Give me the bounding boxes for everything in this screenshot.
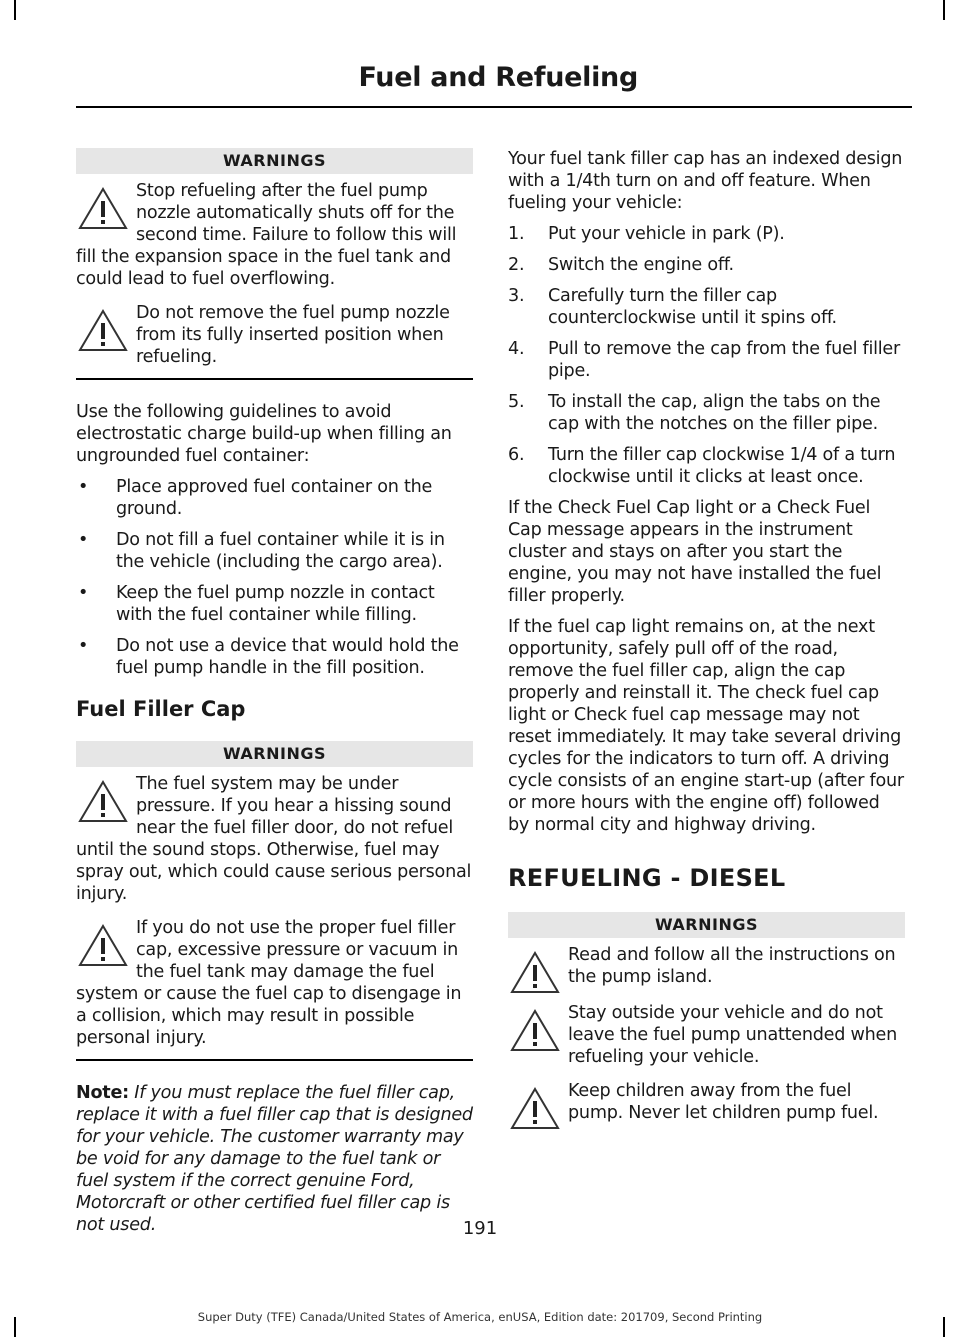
- paragraph: If the fuel cap light remains on, at the next opportunity, safely pull off of the road, remove the fuel filler cap, align the cap properly and reinstall it. The check fuel cap light or Check fuel cap message may not reset immediately. It may take several driving cycles for the indicators to turn off. A driving cycle consists of an engine start-up (after four or more hours with the engine off) followed by normal city and highway driving.: [508, 617, 904, 835]
- warning-item: [76, 180, 473, 290]
- warning-item: [76, 773, 473, 905]
- section-heading: REFUELING - DIESEL: [508, 864, 786, 892]
- warning-item: [508, 1080, 905, 1124]
- list-item: 6. Turn the filler cap clockwise 1/4 of a turn clockwise until it clicks at least once.: [508, 445, 896, 487]
- warning-text: The fuel system may be under pressure. If you hear a hissing sound near the fuel filler door, do not refuel until the sound stops. Otherwise, fuel may spray out, which could cause serious personal injury.: [76, 774, 472, 904]
- warning-text: Keep children away from the fuel pump. Never let children pump fuel.: [568, 1081, 879, 1123]
- warning-item: [76, 917, 473, 1049]
- page-title: Fuel and Refueling: [358, 62, 638, 93]
- list-item: • Do not use a device that would hold the fuel pump handle in the fill position.: [78, 636, 459, 678]
- warning-triangle-icon: [76, 777, 130, 831]
- note-label: Note:: [76, 1083, 129, 1103]
- warning-triangle-icon: [76, 306, 130, 360]
- page-number: 191: [462, 1218, 498, 1239]
- warning-text: Stop refueling after the fuel pump nozzle automatically shuts off for the second time. Failure to follow this will fill the expansion space in the fuel tank and could lead to fuel overflowing.: [76, 181, 457, 289]
- note-text: If you must replace the fuel filler cap, replace it with a fuel filler cap that is designed for your vehicle. The customer warranty may be void for any damage to the fuel tank or fuel system if the correct genuine Ford, Motorcraft or other certified fuel filler cap is not used.: [76, 1083, 473, 1235]
- warning-item: [508, 1002, 905, 1068]
- warning-triangle-icon: [76, 921, 130, 975]
- warning-text: Stay outside your vehicle and do not leave the fuel pump unattended when refueling your vehicle.: [568, 1003, 898, 1067]
- warning-triangle-icon: [508, 948, 562, 1002]
- warning-item: [76, 302, 473, 368]
- warnings-end-rule: [76, 368, 473, 380]
- list-item: • Place approved fuel container on the ground.: [78, 477, 433, 519]
- right-column: [508, 148, 905, 1138]
- note-paragraph: [76, 1082, 473, 1236]
- crop-mark: [14, 0, 16, 20]
- list-item: • Keep the fuel pump nozzle in contact with the fuel container while filling.: [78, 583, 435, 625]
- intro-paragraph: Your fuel tank filler cap has an indexed design with a 1/4th turn on and off feature. When fueling your vehicle:: [508, 149, 903, 213]
- left-column: [76, 148, 473, 1236]
- crop-mark: [943, 0, 945, 20]
- footer-text: Super Duty (TFE) Canada/United States of America, enUSA, Edition date: 201709, Second Printing: [197, 1310, 763, 1324]
- list-item: 2. Switch the engine off.: [508, 255, 734, 275]
- warnings-heading: WARNINGS: [76, 148, 473, 174]
- list-item: 5. To install the cap, align the tabs on the cap with the notches on the filler pipe.: [508, 392, 881, 434]
- warning-triangle-icon: [76, 184, 130, 238]
- guidelines-list: [76, 476, 473, 679]
- warnings-heading: WARNINGS: [508, 912, 905, 938]
- section-heading: Fuel Filler Cap: [76, 697, 246, 721]
- list-item: 4. Pull to remove the cap from the fuel filler pipe.: [508, 339, 900, 381]
- list-item: 1. Put your vehicle in park (P).: [508, 224, 785, 244]
- list-item: • Do not fill a fuel container while it is in the vehicle (including the cargo area).: [78, 530, 445, 572]
- list-item: 3. Carefully turn the filler cap counterclockwise until it spins off.: [508, 286, 837, 328]
- paragraph: If the Check Fuel Cap light or a Check Fuel Cap message appears in the instrument cluster and stays on after you start the engine, you may not have installed the fuel filler properly.: [508, 498, 882, 606]
- warnings-end-rule: [76, 1049, 473, 1061]
- warning-triangle-icon: [508, 1006, 562, 1060]
- warning-text: Do not remove the fuel pump nozzle from its fully inserted position when refueling.: [136, 303, 450, 367]
- warning-triangle-icon: [508, 1084, 562, 1138]
- steps-list: [508, 223, 905, 488]
- warning-text: If you do not use the proper fuel filler cap, excessive pressure or vacuum in the fuel tank may damage the fuel system or cause the fuel cap to disengage in a collision, which may result in possible personal injury.: [76, 918, 462, 1048]
- header-rule: [76, 106, 912, 108]
- warning-text: Read and follow all the instructions on the pump island.: [568, 945, 896, 987]
- intro-paragraph: Use the following guidelines to avoid electrostatic charge build-up when filling an ungrounded fuel container:: [76, 402, 452, 466]
- warnings-heading: WARNINGS: [76, 741, 473, 767]
- warning-item: [508, 944, 905, 988]
